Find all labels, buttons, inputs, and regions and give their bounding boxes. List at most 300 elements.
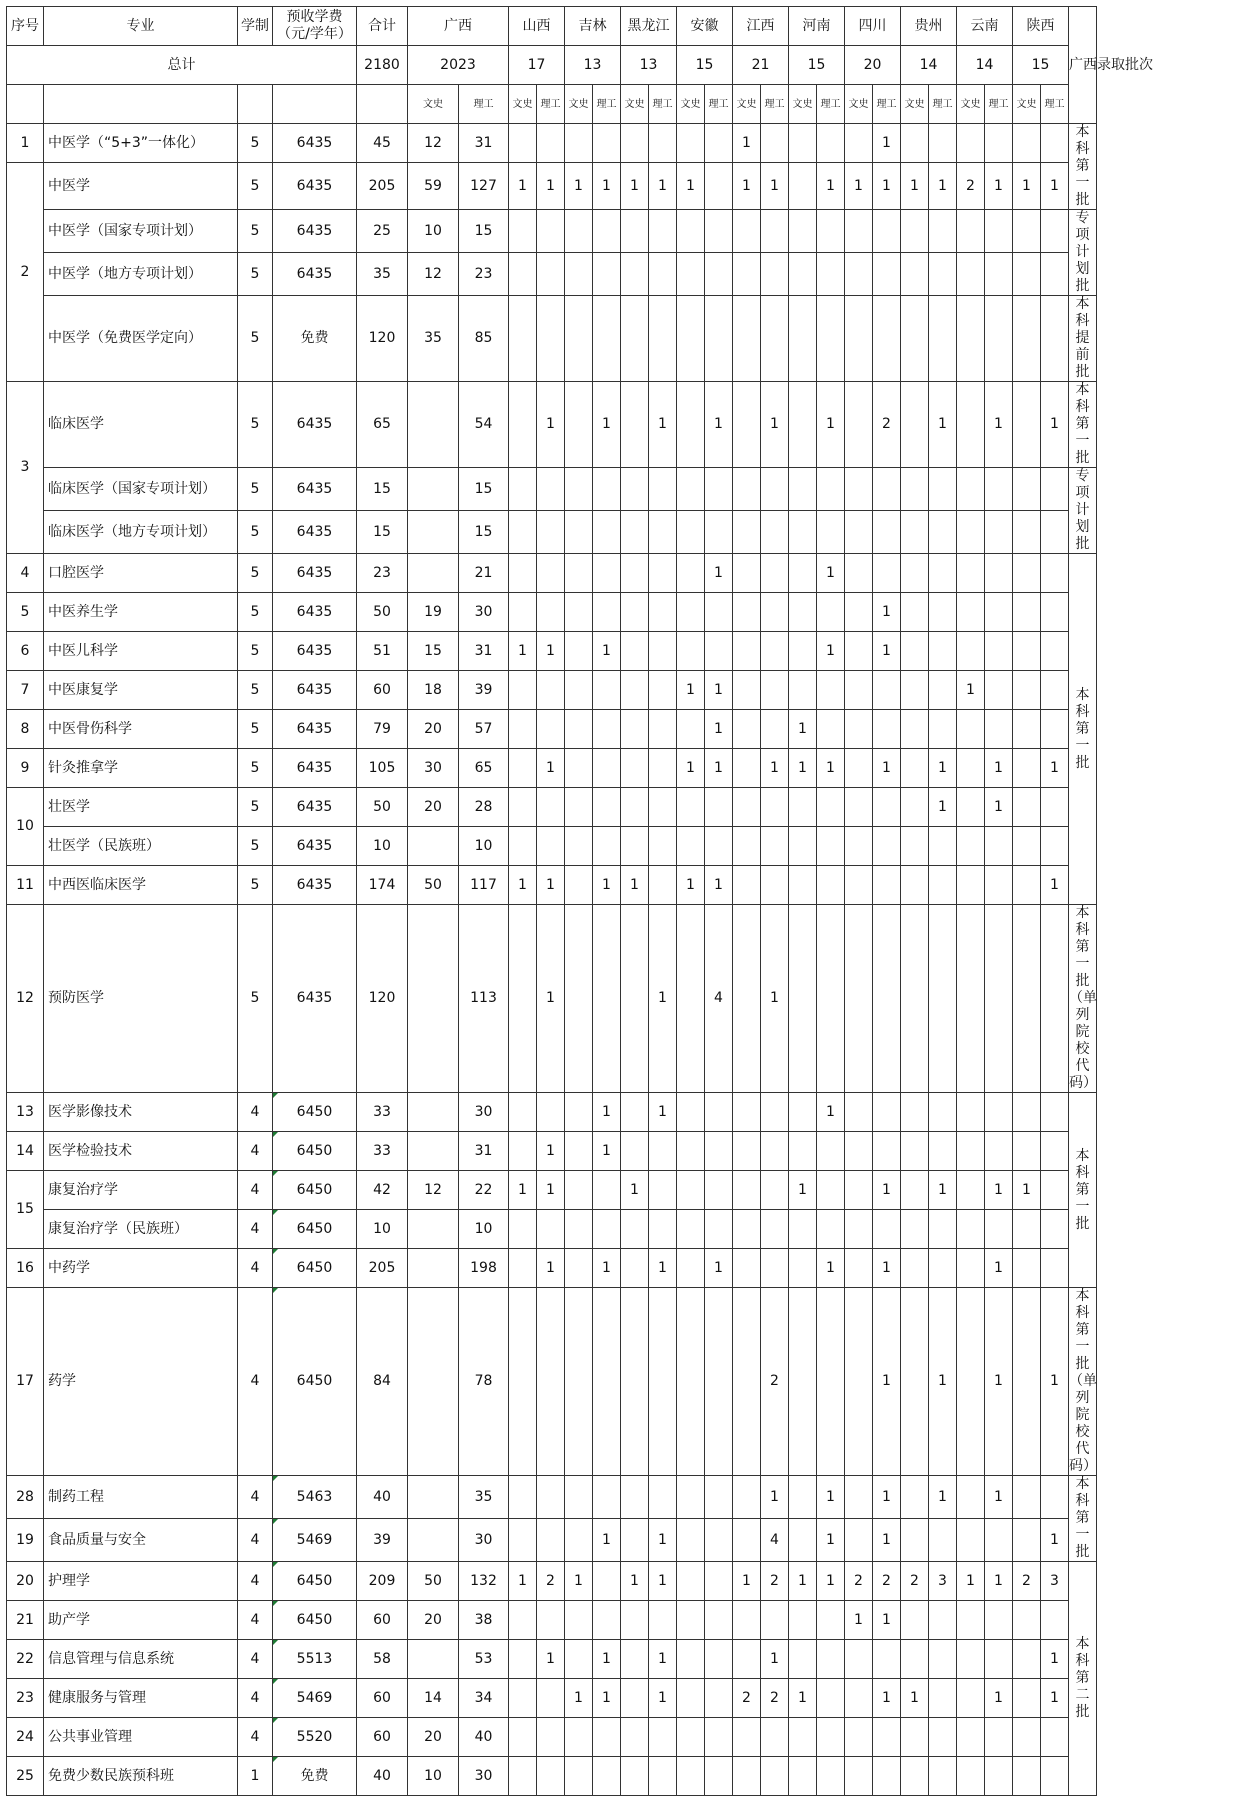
quota-cell <box>509 1288 537 1476</box>
quota-cell <box>817 1288 845 1476</box>
quota-cell: 2 <box>761 1679 789 1718</box>
quota-cell: 35 <box>459 1476 509 1519</box>
quota-cell <box>957 1718 985 1757</box>
row-years: 4 <box>238 1679 273 1718</box>
totals-row <box>7 46 1255 85</box>
quota-cell <box>1041 296 1069 382</box>
quota-cell <box>537 511 565 554</box>
quota-cell <box>929 710 957 749</box>
totals-label: 总计 <box>7 46 357 85</box>
quota-cell: 1 <box>1041 866 1069 905</box>
quota-cell: 1 <box>873 163 901 210</box>
quota-cell: 1 <box>929 382 957 468</box>
quota-cell <box>677 1601 705 1640</box>
row-total: 60 <box>357 1679 408 1718</box>
quota-cell <box>873 710 901 749</box>
quota-cell <box>705 253 733 296</box>
header-major: 专业 <box>44 7 238 46</box>
quota-cell <box>985 866 1013 905</box>
quota-cell <box>957 749 985 788</box>
quota-cell <box>1041 1757 1069 1796</box>
row-fee: 6435 <box>273 749 357 788</box>
quota-cell: 1 <box>593 382 621 468</box>
quota-cell <box>1041 1249 1069 1288</box>
subheader-li: 理工 <box>817 85 845 124</box>
quota-cell <box>565 124 593 163</box>
table-row <box>7 710 1255 749</box>
quota-cell <box>649 253 677 296</box>
quota-cell <box>537 1288 565 1476</box>
quota-cell: 1 <box>733 124 761 163</box>
quota-cell <box>817 296 845 382</box>
quota-cell <box>1013 1640 1041 1679</box>
quota-cell <box>733 210 761 253</box>
quota-cell <box>621 749 649 788</box>
quota-cell <box>593 905 621 1093</box>
quota-cell <box>901 1757 929 1796</box>
row-major: 健康服务与管理 <box>44 1679 238 1718</box>
quota-cell <box>789 1093 817 1132</box>
quota-cell <box>985 905 1013 1093</box>
quota-cell <box>929 1601 957 1640</box>
quota-cell <box>621 296 649 382</box>
quota-cell <box>1041 124 1069 163</box>
row-years: 4 <box>238 1093 273 1132</box>
row-fee: 5469 <box>273 1519 357 1562</box>
quota-cell <box>677 253 705 296</box>
quota-cell <box>565 1718 593 1757</box>
quota-cell <box>1041 905 1069 1093</box>
quota-cell: 15 <box>459 511 509 554</box>
province-total: 13 <box>621 46 677 85</box>
row-years: 5 <box>238 210 273 253</box>
row-total: 33 <box>357 1093 408 1132</box>
row-fee: 5520 <box>273 1718 357 1757</box>
quota-cell <box>761 554 789 593</box>
quota-cell <box>817 1640 845 1679</box>
row-fee: 6450 <box>273 1249 357 1288</box>
quota-cell: 1 <box>537 163 565 210</box>
quota-cell <box>957 710 985 749</box>
blank-cell <box>7 85 44 124</box>
quota-cell <box>621 1210 649 1249</box>
blank-cell <box>357 85 408 124</box>
quota-cell <box>789 124 817 163</box>
quota-cell <box>677 905 705 1093</box>
quota-cell: 198 <box>459 1249 509 1288</box>
row-fee: 5463 <box>273 1476 357 1519</box>
quota-cell: 1 <box>649 1519 677 1562</box>
quota-cell <box>817 593 845 632</box>
row-seq: 16 <box>7 1249 44 1288</box>
quota-cell <box>1041 554 1069 593</box>
quota-cell <box>565 468 593 511</box>
row-seq: 8 <box>7 710 44 749</box>
quota-cell: 1 <box>593 1249 621 1288</box>
quota-cell <box>901 632 929 671</box>
quota-cell: 1 <box>817 1249 845 1288</box>
table-row <box>7 1562 1255 1601</box>
quota-cell <box>593 1171 621 1210</box>
table-row <box>7 468 1255 511</box>
row-major: 中医学（国家专项计划） <box>44 210 238 253</box>
row-seq: 24 <box>7 1718 44 1757</box>
quota-cell <box>873 866 901 905</box>
row-years: 4 <box>238 1519 273 1562</box>
quota-cell <box>565 593 593 632</box>
quota-cell: 1 <box>929 749 957 788</box>
quota-cell <box>761 1601 789 1640</box>
quota-cell <box>901 296 929 382</box>
quota-cell: 1 <box>649 1249 677 1288</box>
quota-cell <box>621 124 649 163</box>
quota-cell <box>761 1210 789 1249</box>
quota-cell <box>873 296 901 382</box>
row-years: 4 <box>238 1601 273 1640</box>
quota-cell <box>733 1757 761 1796</box>
quota-cell <box>957 1093 985 1132</box>
row-seq: 23 <box>7 1679 44 1718</box>
row-total: 25 <box>357 210 408 253</box>
quota-cell <box>677 710 705 749</box>
quota-cell <box>957 1640 985 1679</box>
subheader-wen: 文史 <box>677 85 705 124</box>
row-years: 4 <box>238 1562 273 1601</box>
quota-cell <box>733 1210 761 1249</box>
quota-cell <box>1013 511 1041 554</box>
quota-cell <box>621 511 649 554</box>
province-total: 20 <box>845 46 901 85</box>
quota-cell <box>901 866 929 905</box>
row-years: 5 <box>238 749 273 788</box>
quota-cell: 1 <box>873 1288 901 1476</box>
quota-cell: 34 <box>459 1679 509 1718</box>
quota-cell: 85 <box>459 296 509 382</box>
row-total: 174 <box>357 866 408 905</box>
quota-cell <box>929 1679 957 1718</box>
quota-cell: 1 <box>705 382 733 468</box>
quota-cell: 10 <box>408 1757 459 1796</box>
quota-cell <box>565 1601 593 1640</box>
row-fee: 6435 <box>273 671 357 710</box>
quota-cell <box>789 788 817 827</box>
row-total: 84 <box>357 1288 408 1476</box>
quota-cell <box>929 866 957 905</box>
quota-cell: 1 <box>621 1562 649 1601</box>
quota-cell <box>901 511 929 554</box>
batch-cell: 本科第二批 <box>1069 1562 1097 1796</box>
subheader-wen: 文史 <box>408 85 459 124</box>
quota-cell <box>733 554 761 593</box>
quota-cell <box>509 1519 537 1562</box>
table-row <box>7 1718 1255 1757</box>
quota-cell <box>509 905 537 1093</box>
quota-cell <box>1013 827 1041 866</box>
row-major: 临床医学（地方专项计划） <box>44 511 238 554</box>
row-total: 60 <box>357 671 408 710</box>
quota-cell: 1 <box>1013 163 1041 210</box>
quota-cell: 14 <box>408 1679 459 1718</box>
quota-cell: 1 <box>873 749 901 788</box>
province-total: 13 <box>565 46 621 85</box>
quota-cell <box>705 1132 733 1171</box>
quota-cell <box>677 1132 705 1171</box>
quota-cell <box>593 827 621 866</box>
quota-cell <box>565 1093 593 1132</box>
subheader-li: 理工 <box>1041 85 1069 124</box>
quota-cell: 2 <box>873 1562 901 1601</box>
quota-cell <box>985 827 1013 866</box>
quota-cell <box>649 671 677 710</box>
quota-cell: 1 <box>705 866 733 905</box>
quota-cell <box>621 382 649 468</box>
quota-cell <box>985 253 1013 296</box>
header-province: 云南 <box>957 7 1013 46</box>
table-row <box>7 554 1255 593</box>
quota-cell: 1 <box>621 1171 649 1210</box>
quota-cell <box>677 1562 705 1601</box>
quota-cell <box>789 554 817 593</box>
quota-cell <box>817 1171 845 1210</box>
quota-cell <box>621 210 649 253</box>
row-fee: 5469 <box>273 1679 357 1718</box>
quota-cell <box>873 1718 901 1757</box>
quota-cell <box>761 1132 789 1171</box>
quota-cell: 1 <box>985 1288 1013 1476</box>
quota-cell: 1 <box>817 163 845 210</box>
quota-cell <box>565 866 593 905</box>
blank-cell <box>273 85 357 124</box>
header-province: 河南 <box>789 7 845 46</box>
quota-cell <box>537 554 565 593</box>
quota-cell <box>901 1519 929 1562</box>
quota-cell <box>1013 710 1041 749</box>
quota-cell: 1 <box>985 1171 1013 1210</box>
quota-cell <box>845 1210 873 1249</box>
quota-cell <box>705 593 733 632</box>
quota-cell <box>1041 1093 1069 1132</box>
quota-cell: 1 <box>817 554 845 593</box>
table-row <box>7 671 1255 710</box>
quota-cell <box>901 1132 929 1171</box>
quota-cell <box>817 1757 845 1796</box>
quota-cell: 1 <box>705 554 733 593</box>
totals-sum: 2180 <box>357 46 408 85</box>
quota-cell <box>621 1249 649 1288</box>
quota-cell <box>509 253 537 296</box>
quota-cell <box>649 710 677 749</box>
province-total: 14 <box>957 46 1013 85</box>
quota-cell <box>845 710 873 749</box>
row-fee: 6450 <box>273 1171 357 1210</box>
quota-cell <box>957 296 985 382</box>
quota-cell <box>761 671 789 710</box>
quota-cell <box>621 710 649 749</box>
quota-cell <box>705 1171 733 1210</box>
quota-cell: 1 <box>677 163 705 210</box>
table-row <box>7 1249 1255 1288</box>
quota-cell <box>565 1210 593 1249</box>
row-total: 60 <box>357 1718 408 1757</box>
quota-cell <box>845 468 873 511</box>
quota-cell: 57 <box>459 710 509 749</box>
quota-cell: 1 <box>733 163 761 210</box>
quota-cell <box>761 468 789 511</box>
quota-cell <box>985 1093 1013 1132</box>
quota-cell <box>677 1288 705 1476</box>
quota-cell <box>537 124 565 163</box>
quota-cell <box>789 1210 817 1249</box>
quota-cell: 1 <box>509 163 537 210</box>
quota-cell <box>957 1210 985 1249</box>
quota-cell <box>1013 124 1041 163</box>
quota-cell <box>621 1601 649 1640</box>
row-major: 护理学 <box>44 1562 238 1601</box>
quota-cell: 1 <box>901 163 929 210</box>
quota-cell <box>845 296 873 382</box>
quota-cell <box>761 1757 789 1796</box>
row-major: 康复治疗学（民族班） <box>44 1210 238 1249</box>
batch-cell: 本科第一批 <box>1069 124 1097 210</box>
quota-cell <box>677 296 705 382</box>
row-seq: 7 <box>7 671 44 710</box>
quota-cell <box>593 749 621 788</box>
quota-cell: 1 <box>789 1171 817 1210</box>
quota-cell: 1 <box>985 749 1013 788</box>
quota-cell <box>761 1093 789 1132</box>
row-seq: 4 <box>7 554 44 593</box>
batch-cell: 专项计划批 <box>1069 210 1097 296</box>
quota-cell <box>957 1476 985 1519</box>
quota-cell <box>509 827 537 866</box>
quota-cell <box>789 1718 817 1757</box>
quota-cell <box>677 1171 705 1210</box>
subheader-wen: 文史 <box>565 85 593 124</box>
quota-cell: 10 <box>459 1210 509 1249</box>
quota-cell <box>509 1093 537 1132</box>
quota-cell <box>901 1640 929 1679</box>
batch-cell: 专项计划批 <box>1069 468 1097 554</box>
quota-cell <box>789 1640 817 1679</box>
quota-cell <box>985 1601 1013 1640</box>
quota-cell <box>408 1519 459 1562</box>
quota-cell <box>845 1132 873 1171</box>
quota-cell <box>901 788 929 827</box>
quota-cell <box>873 511 901 554</box>
quota-cell <box>408 1476 459 1519</box>
quota-cell <box>901 253 929 296</box>
quota-cell <box>677 593 705 632</box>
quota-cell <box>537 1679 565 1718</box>
quota-cell <box>733 866 761 905</box>
header-province: 江西 <box>733 7 789 46</box>
quota-cell: 1 <box>537 1249 565 1288</box>
quota-cell: 19 <box>408 593 459 632</box>
quota-cell: 1 <box>761 163 789 210</box>
quota-cell: 1 <box>901 1679 929 1718</box>
table-row <box>7 905 1255 1093</box>
table-row <box>7 163 1255 210</box>
quota-cell <box>408 1132 459 1171</box>
quota-cell <box>985 1640 1013 1679</box>
quota-cell: 1 <box>649 1640 677 1679</box>
quota-cell <box>537 1718 565 1757</box>
quota-cell <box>957 1171 985 1210</box>
quota-cell: 1 <box>985 788 1013 827</box>
quota-cell: 1 <box>789 1562 817 1601</box>
quota-cell: 1 <box>537 905 565 1093</box>
row-total: 120 <box>357 905 408 1093</box>
quota-cell <box>649 468 677 511</box>
quota-cell: 15 <box>459 210 509 253</box>
province-total: 14 <box>901 46 957 85</box>
quota-cell <box>621 468 649 511</box>
quota-cell <box>901 124 929 163</box>
quota-cell <box>509 124 537 163</box>
table-row <box>7 124 1255 163</box>
quota-cell <box>873 1640 901 1679</box>
quota-cell <box>817 253 845 296</box>
quota-cell <box>593 124 621 163</box>
quota-cell <box>705 1210 733 1249</box>
quota-cell <box>705 511 733 554</box>
quota-cell <box>705 1093 733 1132</box>
subheader-wen: 文史 <box>509 85 537 124</box>
quota-cell <box>929 296 957 382</box>
quota-cell <box>593 253 621 296</box>
quota-cell <box>509 749 537 788</box>
quota-cell <box>565 632 593 671</box>
quota-cell: 1 <box>985 1249 1013 1288</box>
quota-cell <box>621 1132 649 1171</box>
row-major: 医学影像技术 <box>44 1093 238 1132</box>
row-seq: 14 <box>7 1132 44 1171</box>
quota-cell <box>565 1132 593 1171</box>
quota-cell <box>593 296 621 382</box>
quota-cell: 1 <box>1013 1171 1041 1210</box>
row-fee: 6435 <box>273 163 357 210</box>
quota-cell <box>957 1757 985 1796</box>
quota-cell <box>1013 1519 1041 1562</box>
subheader-row <box>7 85 1255 124</box>
quota-cell <box>789 382 817 468</box>
quota-cell <box>929 671 957 710</box>
row-total: 23 <box>357 554 408 593</box>
quota-cell <box>1013 1601 1041 1640</box>
quota-cell <box>677 1757 705 1796</box>
quota-cell <box>817 1679 845 1718</box>
quota-cell: 1 <box>817 1093 845 1132</box>
quota-cell: 1 <box>789 710 817 749</box>
quota-cell <box>621 554 649 593</box>
row-total: 209 <box>357 1562 408 1601</box>
quota-cell <box>565 749 593 788</box>
quota-cell <box>593 1476 621 1519</box>
quota-cell <box>408 1640 459 1679</box>
quota-cell <box>649 632 677 671</box>
quota-cell <box>621 905 649 1093</box>
quota-cell <box>565 210 593 253</box>
quota-cell: 1 <box>929 1476 957 1519</box>
quota-cell: 1 <box>873 1679 901 1718</box>
quota-cell <box>537 1093 565 1132</box>
quota-cell <box>817 1718 845 1757</box>
quota-cell <box>985 1519 1013 1562</box>
quota-cell <box>677 1718 705 1757</box>
row-total: 10 <box>357 1210 408 1249</box>
header-years: 学制 <box>238 7 273 46</box>
blank-cell <box>44 85 238 124</box>
